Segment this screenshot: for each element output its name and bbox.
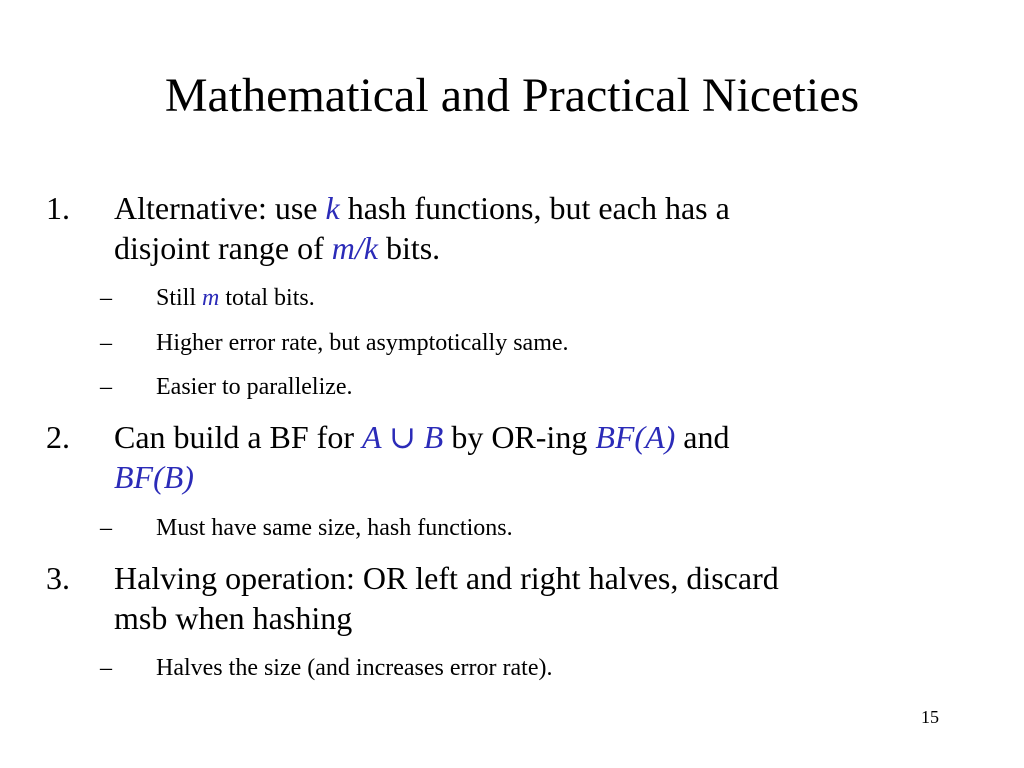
set-union: A ∪ B (361, 419, 444, 455)
item-text-line-2 (114, 457, 194, 497)
item-text-line-1: Can build a BF for A ∪ B by OR-ing BF(A) and (114, 419, 730, 455)
var-k: k (325, 190, 340, 226)
bf-a: BF(A) (595, 419, 676, 455)
item-text-line-1: Halving operation: OR left and right halves, discard (114, 560, 779, 596)
slide-title: Mathematical and Practical Niceties (164, 69, 860, 122)
var-m: m (202, 285, 220, 311)
item-text-line-2: msb when hashing (114, 600, 353, 636)
page-number: 15 (921, 707, 939, 727)
item-number: 1. (46, 190, 70, 226)
item-text-line-2: disjoint range of m/k bits. (114, 230, 441, 266)
item-text-line-1: Alternative: use k hash functions, but each has a (114, 190, 730, 226)
var-m-over-k: m/k (331, 230, 378, 266)
item-number: 2. (46, 419, 70, 455)
bf-b: BF(B) (114, 459, 194, 495)
item-number: 3. (46, 560, 70, 596)
